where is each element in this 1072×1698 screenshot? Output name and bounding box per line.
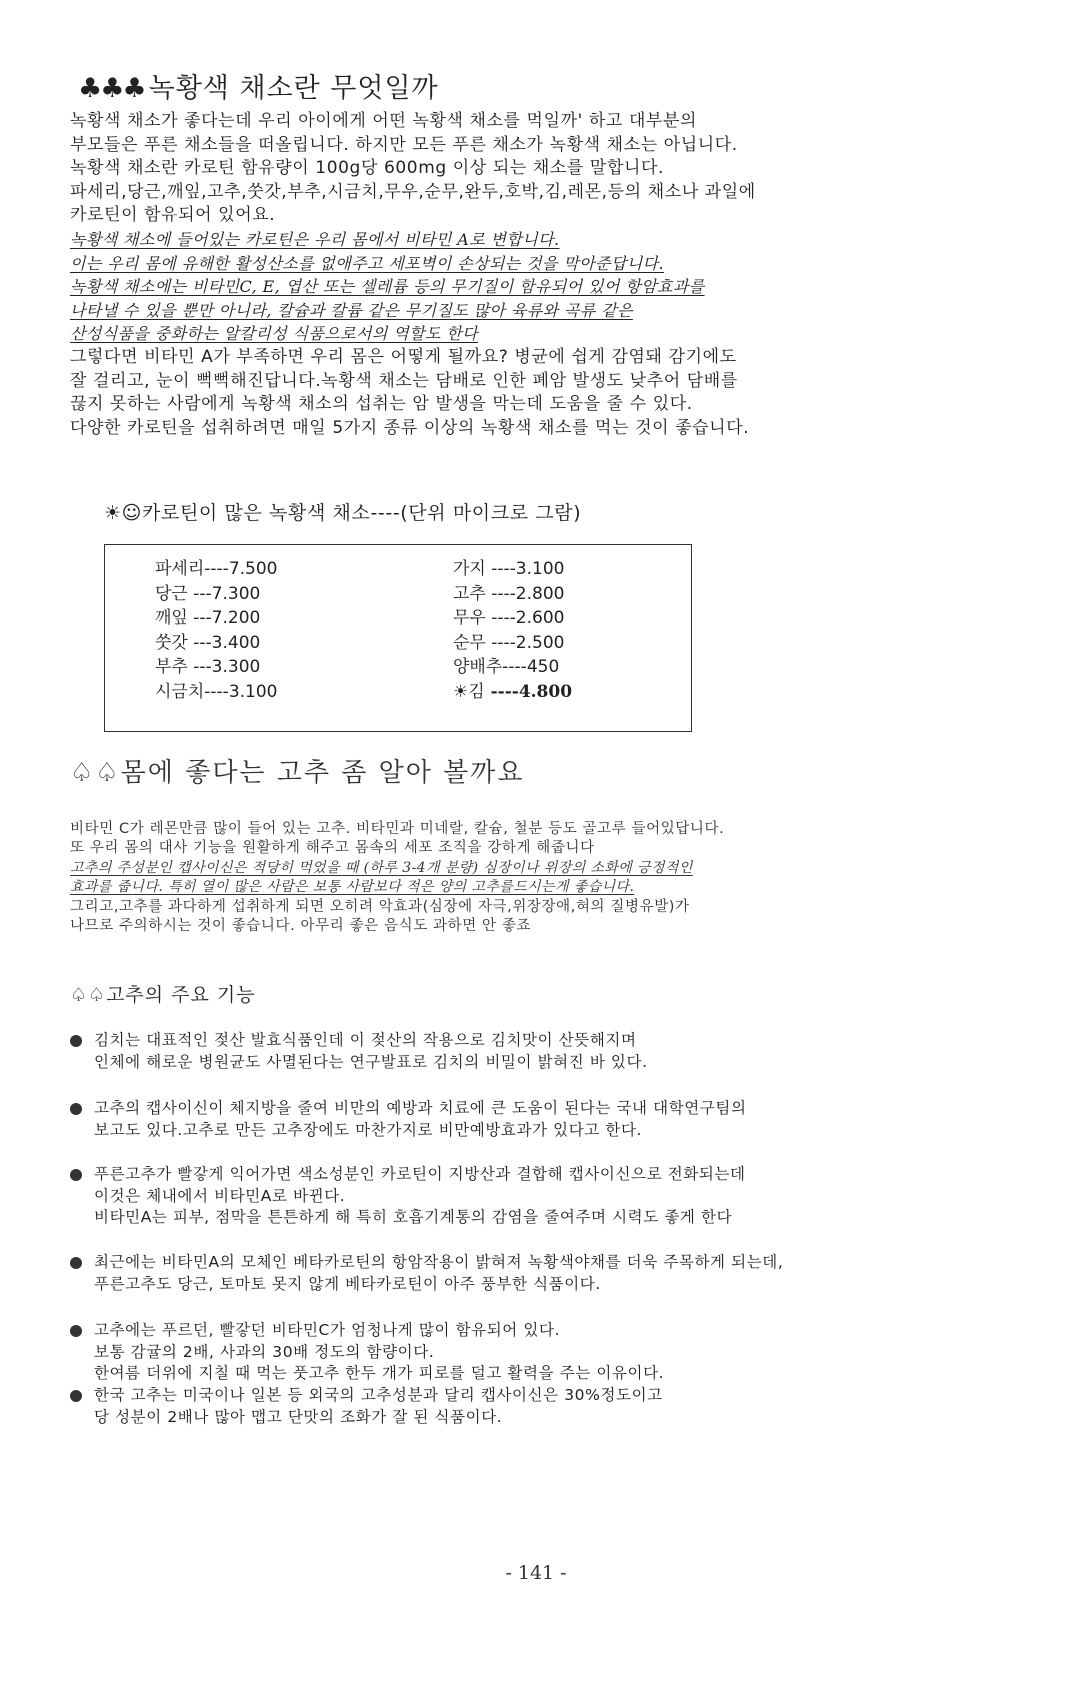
table-row: 고추 ----2.800	[453, 583, 565, 604]
handwritten-line: 고추의 주성분인 캡사이신은 적당히 먹었을 때 (하루 3-4개 분량) 심장이나 위장의 소화에 긍정적인	[70, 859, 693, 876]
carotene-table-heading	[104, 498, 581, 525]
list-item: 한국 고추는 미국이나 일본 등 외국의 고추성분과 달리 캡사이신은 30%정도이고 당 성분이 2배나 많아 맵고 단맛의 조화가 잘 된 식품이다.	[70, 1385, 1010, 1428]
paragraph-line: 끊지 못하는 사람에게 녹황색 채소의 섭취는 암 발생을 막는데 도움을 줄 수 있다.	[70, 394, 693, 415]
paragraph-line: 카로틴이 함유되어 있어요.	[70, 205, 276, 226]
table-row: 시금치----3.100	[155, 681, 278, 702]
bullet-icon	[70, 1325, 82, 1337]
bullet-icon	[70, 1257, 82, 1269]
bullet-icon	[70, 1169, 82, 1181]
table-row: ☀김 ----4.800	[453, 681, 573, 702]
table-row: 당근 ---7.300	[155, 583, 261, 604]
bullet-icon	[70, 1390, 82, 1402]
paragraph-line: 녹황색 채소란 카로틴 함유량이 100g당 600mg 이상 되는 채소를 말합니다.	[70, 158, 665, 179]
list-item: 푸른고추가 빨갛게 익어가면 색소성분인 카로틴이 지방산과 결합해 캡사이신으로 전화되는데 이것은 체내에서 비타민A로 바뀐다. 비타민A는 피부, 점막을 튼튼하게 해 특히 호흡기계통의 감염을 줄여주며 시력도 좋게 한다	[70, 1164, 1010, 1229]
handwritten-line: 효과를 줍니다. 특히 열이 많은 사람은 보통 사람보다 적은 양의 고추를드시는게 좋습니다.	[70, 879, 635, 896]
carotene-left-column	[155, 557, 278, 705]
bullet-icon	[70, 1103, 82, 1115]
table-row: 부추 ---3.300	[155, 657, 261, 678]
carotene-right-column	[453, 557, 572, 705]
paragraph-line: 녹황색 채소가 좋다는데 우리 아이에게 어떤 녹황색 채소를 먹일까' 하고 대부분의	[70, 111, 698, 131]
heading-text: 카로틴이 많은 녹황색 채소----(단위 마이크로 그람)	[142, 502, 582, 524]
paragraph-line: 또 우리 몸의 대사 기능을 원활하게 해주고 몸속의 세포 조직을 강하게 해줍니다	[70, 840, 595, 857]
intro-paragraph	[70, 110, 1000, 440]
handwritten-line: 녹황색 채소에 들어있는 카로틴은 우리 몸에서 비타민 A로 변합니다.	[70, 229, 560, 249]
list-item: 김치는 대표적인 젖산 발효식품인데 이 젖산의 작용으로 김치맛이 산뜻해지며 인체에 해로운 병원균도 사멸된다는 연구발표로 김치의 비밀이 밝혀진 바 있다.	[70, 1030, 1010, 1073]
bullet-icon	[70, 1035, 82, 1047]
paragraph-line: 부모들은 푸른 채소들을 떠올립니다. 하지만 모든 푸른 채소가 녹황색 채소는 아닙니다.	[70, 134, 738, 155]
table-row: 파세리----7.500	[155, 559, 278, 579]
club-icon: ♣♣♣	[78, 73, 145, 104]
heading-text: 고추의 주요 기능	[106, 984, 256, 1006]
page-number: - 141 -	[505, 1562, 567, 1584]
spade-icon: ♤♤	[70, 758, 121, 788]
list-item: 고추에는 푸르던, 빨갛던 비타민C가 엄청나게 많이 함유되어 있다. 보통 감귤의 2배, 사과의 30배 정도의 함량이다. 한여름 더위에 지칠 때 먹는 풋고추 한두 개가 피로를 덜고 활력을 주는 이유이다.	[70, 1320, 1010, 1385]
pepper-paragraph	[70, 820, 1000, 936]
table-row: 깨잎 ---7.200	[155, 608, 261, 629]
handwritten-line: 녹황색 채소에는 비타민C, E, 엽산 또는 셀레륨 등의 무기질이 함유되어 있어 항암효과를	[70, 277, 705, 297]
paragraph-line: 파세리,당근,깨잎,고추,쑷갓,부추,시금치,무우,순무,완두,호박,김,레몬,등의 채소나 과일에	[70, 181, 756, 202]
table-row: 순무 ----2.500	[453, 632, 565, 653]
spade-icon: ♤♤	[70, 984, 107, 1006]
table-row: 무우 ----2.600	[453, 608, 565, 629]
handwritten-line: 산성식품을 중화하는 알칼리성 식품으로서의 역할도 한다	[70, 324, 478, 344]
paragraph-line: 그렇다면 비타민 A가 부족하면 우리 몸은 어떻게 될까요? 병균에 쉽게 감염돼 감기에도	[70, 346, 737, 367]
paragraph-line: 비타민 C가 레몬만큼 많이 들어 있는 고추. 비타민과 미네랄, 칼슘, 철분 등도 골고루 들어있답니다.	[70, 821, 725, 837]
list-item: 고추의 캡사이신이 체지방을 줄여 비만의 예방과 치료에 큰 도움이 된다는 국내 대학연구팀의 보고도 있다.고추로 만든 고추장에도 마찬가지로 비만예방효과가 있다고 한다.	[70, 1098, 1010, 1141]
table-row: 쑷갓 ---3.400	[155, 632, 261, 653]
heading-text: 녹황색 채소란 무엇일까	[148, 73, 439, 104]
handwritten-line: 나타낼 수 있을 뿐만 아니라, 칼슘과 칼륨 같은 무기질도 많아 육류와 곡류 같은	[70, 300, 633, 320]
pepper-functions-heading	[70, 980, 256, 1007]
carotene-table-box	[104, 544, 692, 732]
pepper-section-heading	[70, 752, 524, 789]
paragraph-line: 다양한 카로틴을 섭취하려면 매일 5가지 종류 이상의 녹황색 채소를 먹는 것이 좋습니다.	[70, 417, 750, 438]
paragraph-line: 나므로 주의하시는 것이 좋습니다. 아무리 좋은 음식도 과하면 안 좋죠	[70, 918, 532, 935]
table-row: 양배추----450	[453, 657, 560, 678]
paragraph-line: 잘 걸리고, 눈이 뻑뻑해진답니다.녹황색 채소는 담배로 인한 폐암 발생도 낮추어 담배를	[70, 370, 738, 391]
table-row: 가지 ----3.100	[453, 559, 565, 579]
heading-text: 몸에 좋다는 고추 좀 알아 볼까요	[120, 758, 525, 788]
handwritten-line: 이는 우리 몸에 유해한 활성산소를 없애주고 세포벽이 손상되는 것을 막아준답니다.	[70, 253, 664, 273]
paragraph-line: 그리고,고추를 과다하게 섭취하게 되면 오히려 악효과(심장에 자극,위장장애,혀의 질병유발)가	[70, 898, 690, 915]
section-heading-green-yellow-vegetables	[78, 66, 439, 105]
list-item: 최근에는 비타민A의 모체인 베타카로틴의 항암작용이 밝혀져 녹황색야채를 더욱 주목하게 되는데, 푸른고추도 당근, 토마토 못지 않게 베타카로틴이 아주 풍부한 식품이다.	[70, 1252, 1010, 1295]
sun-smile-icon: ☀☺	[104, 502, 143, 524]
